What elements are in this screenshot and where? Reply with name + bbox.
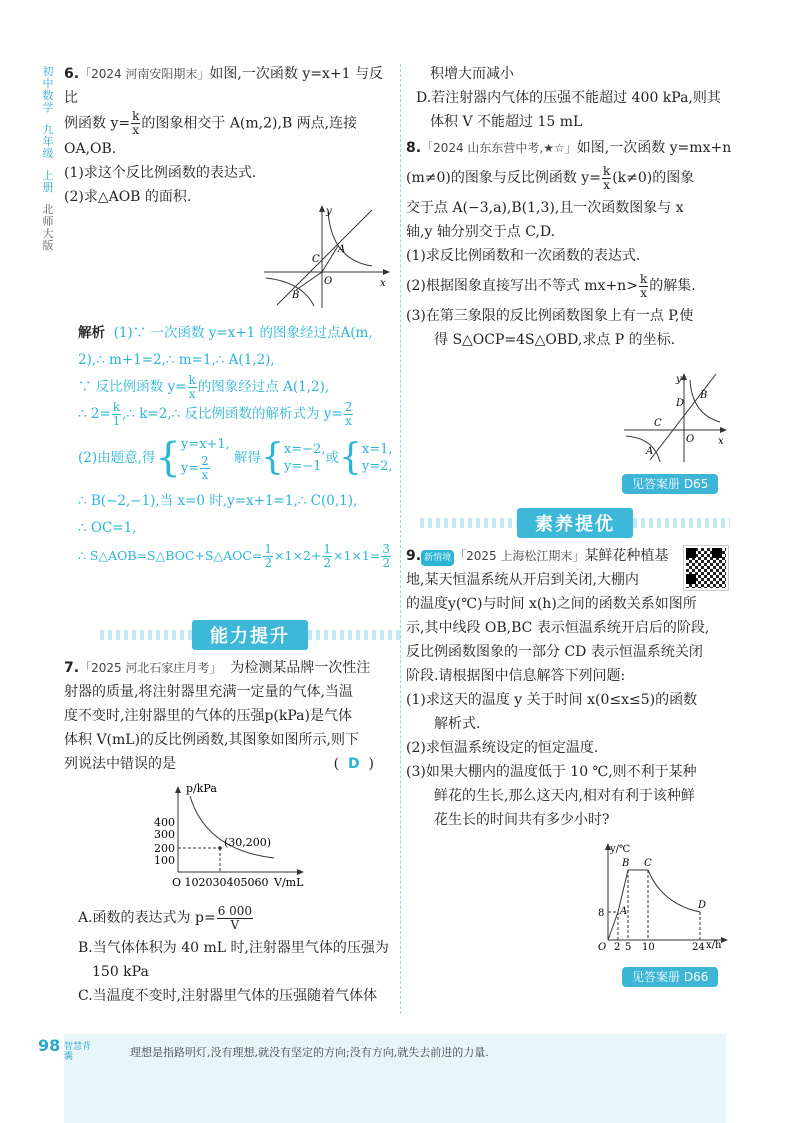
question-text: 如图,一次函数 y=x+1 与反比 xyxy=(64,66,383,106)
svg-text:A: A xyxy=(620,906,628,917)
sub-question: (1)求这个反比例函数的表达式. xyxy=(64,165,257,181)
label-x: x xyxy=(380,278,386,289)
q7-options: A.函数的表达式为 p= $\frac{6 000}{V}$ B.当气体体积为 40 mL 时,注射器里气体的压强为 150 kPa C.当温度不变时,注射器里气体的压强随着气体体 xyxy=(78,903,389,1004)
answer-ref-badge-d66: 见答案册 D66 xyxy=(622,966,718,987)
svg-text:10: 10 xyxy=(642,942,655,953)
q9-chart xyxy=(592,840,732,955)
answer-slot: ( D ) xyxy=(333,756,374,772)
svg-text:200: 200 xyxy=(154,842,175,855)
question-source: 「2024 河南安阳期末」 xyxy=(79,67,210,81)
question-6 xyxy=(64,62,394,209)
sidebar-edition: 北师大版 xyxy=(42,203,54,252)
section-header-ability: 能力提升 xyxy=(100,622,400,648)
svg-text:y: y xyxy=(676,374,682,385)
q7-chart xyxy=(150,780,310,890)
footer-motto: 理想是指路明灯,没有理想,就没有坚定的方向;没有方向,就失去前进的力量. xyxy=(130,1046,489,1059)
label-y: y xyxy=(326,206,332,217)
hyperbola-q1 xyxy=(690,380,720,422)
svg-text:O: O xyxy=(686,434,695,445)
svg-text:300: 300 xyxy=(154,828,175,841)
svg-text:y/℃: y/℃ xyxy=(610,844,631,855)
answer-ref-badge-d65: 见答案册 D65 xyxy=(622,473,718,494)
question-9: 9. 新情境 「2025 上海松江期末」某鲜花种植基 地,某天恒温系统从开启到关闭,大棚内 的温度y(℃)与时间 x(h)之间的函数关系如图所 示,其中线段 OB,BC 表示恒温系统开启后的阶段, 反比例函数图象的一部分 CD 表示恒温系统关闭 阶段.请根据图中信息解答下列问题: (1)求这天的温度 y 关于时间 x(0≤x≤5)的函数 解析式. (2)求恒温系统设定的恒定温度. (3)如果大棚内的温度低于 10 ℃,则不利于某种 鲜花的生长,那么这天内,相对有利于该种鲜 花生长的时间共有多少小时? xyxy=(406,548,710,828)
segment-OA xyxy=(322,246,338,272)
svg-text:A: A xyxy=(646,446,654,457)
label-A: A xyxy=(338,244,346,255)
footer-brand: 智慧背囊 xyxy=(64,1042,92,1062)
sidebar-grade: 九年级 xyxy=(42,123,54,160)
svg-text:B: B xyxy=(622,858,630,869)
q7-options-cont: 积增大而减小 D.若注射器内气体的压强不能超过 400 kPa,则其 体积 V 不能超过 15 mL xyxy=(416,66,721,130)
curve-CD xyxy=(648,870,700,912)
svg-text:B: B xyxy=(700,390,708,401)
question-text: OA,OB. xyxy=(64,141,117,157)
question-8: 8.「2024 山东东营中考,★☆」如图,一次函数 y=mx+n (m≠0)的图象与反比例函数 y= $\frac{k}{x}$ (k≠0)的图象 交于点 A(−3,a),B(1,3),且一次函数图象与 x 轴,y 轴分别交于点 C,D. (1)求反比例函数和一次函数的表达式. (2)根据图象直接写出不等式 mx+n> $\frac{k}{x}$ 的解集. (3)在第三象限的反比例函数图象上有一点 P,使 得 S△OCP=4S△OBD,求点 P 的坐标. xyxy=(406,140,732,348)
label-B: B xyxy=(292,290,300,301)
q8-graph xyxy=(620,370,730,465)
sidebar-book-info xyxy=(40,66,56,262)
question-text: 的图象相交于 A(m,2),B 两点,连接 xyxy=(141,115,358,132)
label-C: C xyxy=(312,254,320,265)
section-header-literacy: 素养提优 xyxy=(420,510,730,536)
x-axis-label: V/mL xyxy=(274,876,304,889)
svg-text:x/h: x/h xyxy=(706,940,722,951)
fraction: $\frac{k}{x}$ xyxy=(132,109,140,137)
hyperbola-q1 xyxy=(328,212,372,266)
svg-text:D: D xyxy=(676,398,685,409)
svg-text:2: 2 xyxy=(614,942,621,953)
column-divider xyxy=(400,64,401,1014)
svg-text:5: 5 xyxy=(625,942,632,953)
solution-label: 解析 xyxy=(78,325,105,341)
svg-text:O: O xyxy=(598,942,607,953)
svg-text:C: C xyxy=(654,418,662,429)
svg-text:x: x xyxy=(718,436,724,447)
y-axis-label: p/kPa xyxy=(186,782,217,795)
x-ticks: O 102030405060 xyxy=(172,876,269,889)
svg-text:C: C xyxy=(644,858,652,869)
sidebar-volume: 上册 xyxy=(42,169,54,194)
svg-text:100: 100 xyxy=(154,854,175,867)
svg-text:24: 24 xyxy=(692,942,705,953)
sub-question: (2)求△AOB 的面积. xyxy=(64,189,192,205)
sidebar-subject: 初中数学 xyxy=(42,65,54,114)
label-O: O xyxy=(324,276,333,287)
line-mx-n xyxy=(650,374,716,460)
page-number: 98 xyxy=(38,1036,61,1055)
point-label: (30,200) xyxy=(224,836,272,849)
q6-graph xyxy=(262,200,392,310)
question-text: 例函数 y= xyxy=(64,115,131,132)
svg-text:8: 8 xyxy=(598,908,605,919)
q6-solution: 解析 (1)∵ 一次函数 y=x+1 的图象经过点A(m, 2),∴ m+1=2,∴ m=1,∴ A(1,2), ∵ 反比例函数 y= $\frac{k}{x}$ 的图象经过点 A(1,2), ∴ 2= $\frac{k}{1}$ ,∴ k=2,∴ 反比例函数的解析式为 y= $\frac{2}{x}$ (2)由题意,得 { y=x+1, y= $\frac{2}{x}$ 解得 { x=−2, y=−1 或 { x=1, y=2, ∴ B(−2,−1),当 x=0 时,y=x+1=1,∴ C(0,1), ∴ OC=1, ∴ S△AOB=S△BOC+S△AOC= $\frac{1}{2}$ ×1×2+ $\frac{1}{2}$ ×1×1= $\frac{3}{2}$ xyxy=(78,325,393,570)
segment-OB xyxy=(296,272,322,290)
new-context-tag: 新情境 xyxy=(421,550,454,566)
question-number: 6. xyxy=(64,66,80,82)
svg-text:D: D xyxy=(698,900,707,911)
hyperbola-q3 xyxy=(626,436,660,462)
question-7: 7.「2025 河北石家庄月考」 为检测某品牌一次性注 射器的质量,将注射器里充满一定量的气体,当温 度不变时,注射器里的气体的压强p(kPa)是气体 体积 V(mL)的反比例函数,其图象如图所示,则下 列说法中错误的是 ( D ) xyxy=(64,656,394,776)
svg-text:400: 400 xyxy=(154,816,175,829)
